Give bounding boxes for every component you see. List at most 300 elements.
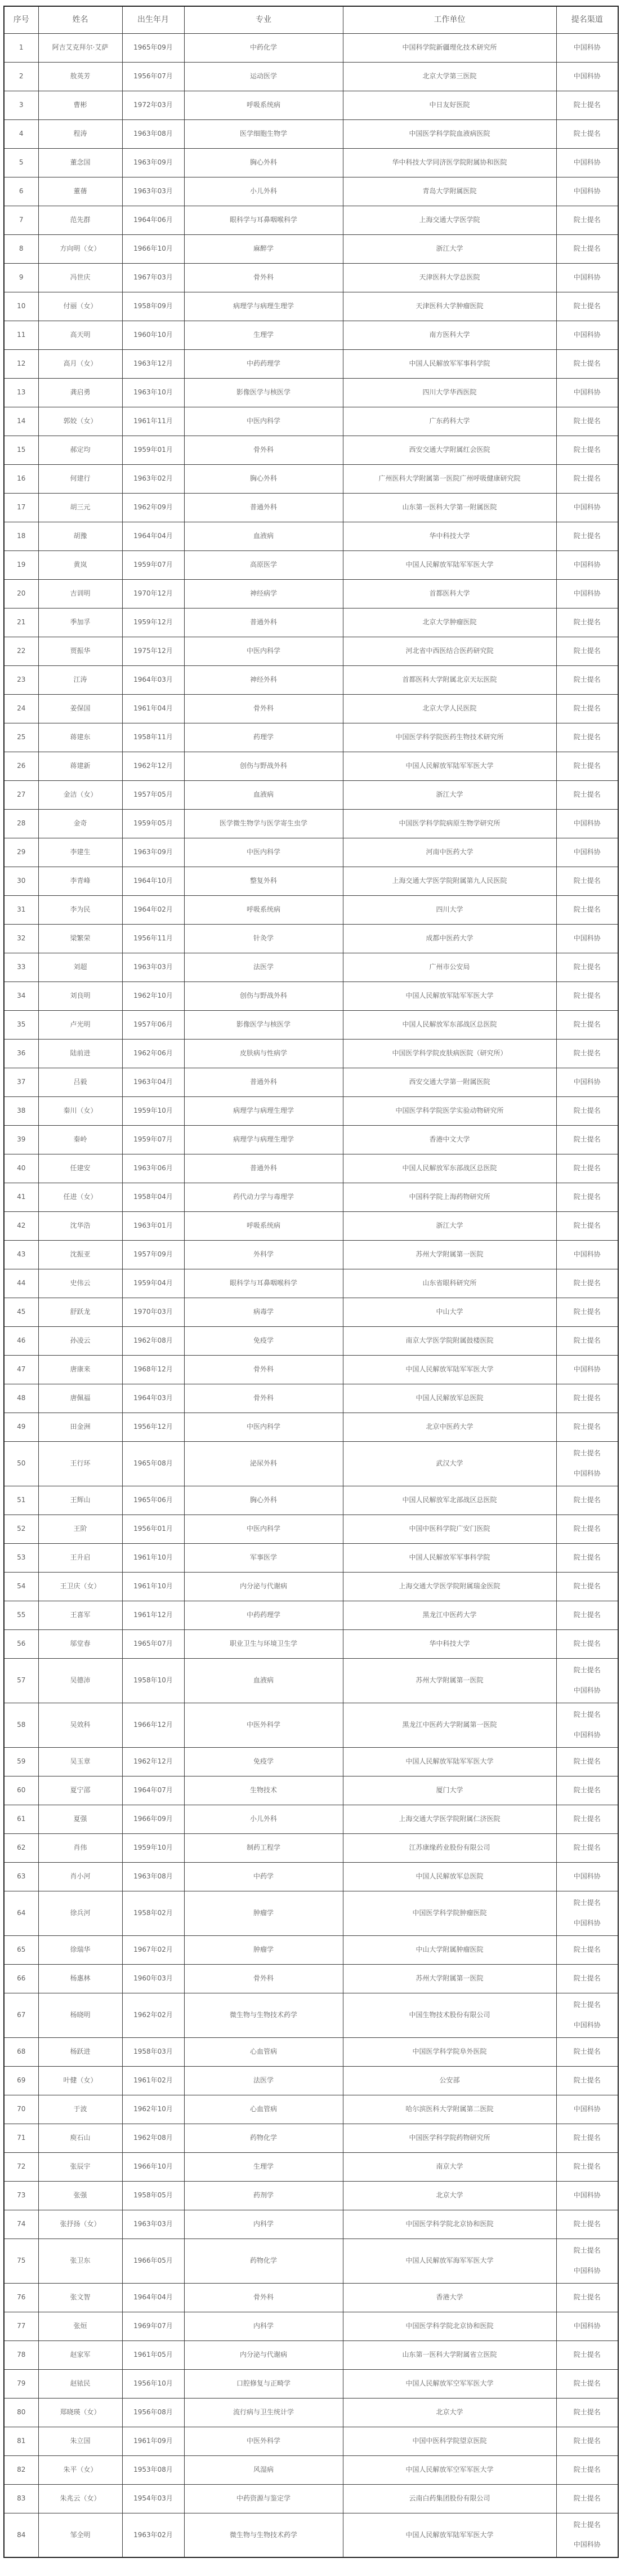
nomination-channel-label: 院士提名 <box>573 1049 601 1057</box>
nomination-channel-label: 中国科协 <box>573 330 601 339</box>
table-row <box>4 1572 618 1601</box>
cell-birth-date: 1959年01月 <box>122 436 184 464</box>
cell-nomination-channel <box>556 177 618 206</box>
table-row <box>4 2455 618 2484</box>
cell-employer: 北京大学人民医院 <box>343 694 556 723</box>
cell-birth-date: 1966年12月 <box>122 1703 184 1747</box>
cell-birth-date: 1962年09月 <box>122 493 184 522</box>
cell-employer: 南方医科大学 <box>343 321 556 349</box>
nomination-channel-label: 中国科协 <box>573 1918 601 1927</box>
table-row <box>4 637 618 665</box>
cell-employer: 首都医科大学附属北京天坛医院 <box>343 665 556 694</box>
nomination-channel-label: 院士提名 <box>573 531 601 540</box>
cell-name: 夏宁邵 <box>38 1776 122 1805</box>
column-header-channel: 提名渠道 <box>556 6 618 33</box>
cell-index: 6 <box>4 177 38 206</box>
nomination-channel-label: 院士提名 <box>573 2408 601 2416</box>
cell-birth-date: 1961年09月 <box>122 2427 184 2455</box>
cell-specialty: 内科学 <box>184 2210 343 2239</box>
cell-specialty: 免疫学 <box>184 1326 343 1355</box>
table-row <box>4 206 618 234</box>
cell-employer: 成都中医药大学 <box>343 924 556 953</box>
cell-specialty: 中药药理学 <box>184 349 343 378</box>
cell-employer: 上海交通大学医学院附属仁济医院 <box>343 1805 556 1833</box>
table-row <box>4 2152 618 2181</box>
cell-index: 73 <box>4 2181 38 2210</box>
nomination-channel-label: 院士提名 <box>573 474 601 482</box>
cell-name: 朱立国 <box>38 2427 122 2455</box>
cell-index: 35 <box>4 1010 38 1039</box>
cell-specialty: 骨外科 <box>184 2283 343 2312</box>
cell-employer: 中国人民解放军军事科学院 <box>343 1543 556 1572</box>
table-row <box>4 148 618 177</box>
cell-index: 43 <box>4 1240 38 1269</box>
cell-name: 赵铱民 <box>38 2369 122 2398</box>
cell-nomination-channel <box>556 2095 618 2124</box>
nomination-channel-label: 院士提名 <box>573 991 601 1000</box>
table-row <box>4 349 618 378</box>
table-row <box>4 1125 618 1154</box>
table-row <box>4 1326 618 1355</box>
nomination-channel-label: 中国科协 <box>573 158 601 166</box>
cell-index: 78 <box>4 2340 38 2369</box>
cell-specialty: 高原医学 <box>184 550 343 579</box>
cell-index: 32 <box>4 924 38 953</box>
table-row <box>4 1891 618 1935</box>
nomination-channel-label: 院士提名 <box>573 359 601 367</box>
candidate-roster-table <box>3 6 619 2558</box>
cell-birth-date: 1961年12月 <box>122 1601 184 1629</box>
cell-employer: 华中科技大学 <box>343 522 556 550</box>
nomination-channel-label: 中国科协 <box>573 2020 601 2029</box>
table-row <box>4 1355 618 1384</box>
cell-nomination-channel <box>556 694 618 723</box>
cell-name: 曹彬 <box>38 91 122 119</box>
nomination-channel-label: 院士提名 <box>573 1524 601 1533</box>
cell-employer: 华中科技大学 <box>343 1629 556 1658</box>
cell-index: 33 <box>4 953 38 981</box>
cell-index: 54 <box>4 1572 38 1601</box>
nomination-channel-label: 院士提名 <box>573 704 601 712</box>
cell-index: 5 <box>4 148 38 177</box>
cell-nomination-channel <box>556 436 618 464</box>
cell-nomination-channel <box>556 2484 618 2513</box>
cell-name: 季加孚 <box>38 608 122 637</box>
cell-employer: 中国人民解放军总医院 <box>343 1384 556 1413</box>
cell-specialty: 普通外科 <box>184 493 343 522</box>
cell-nomination-channel <box>556 1326 618 1355</box>
cell-index: 74 <box>4 2210 38 2239</box>
cell-specialty: 内分泌与代谢病 <box>184 2340 343 2369</box>
cell-name: 张卫东 <box>38 2239 122 2283</box>
cell-birth-date: 1969年07月 <box>122 2312 184 2340</box>
cell-nomination-channel <box>556 2210 618 2239</box>
cell-name: 姜保国 <box>38 694 122 723</box>
cell-employer: 中国人民解放军陆军军医大学 <box>343 1355 556 1384</box>
column-header-name: 姓名 <box>38 6 122 33</box>
cell-nomination-channel <box>556 752 618 780</box>
table-row <box>4 378 618 407</box>
cell-name: 高天明 <box>38 321 122 349</box>
table-row <box>4 1703 618 1747</box>
cell-specialty: 微生物与生物技术药学 <box>184 1993 343 2037</box>
cell-name: 董念国 <box>38 148 122 177</box>
table-row <box>4 177 618 206</box>
nomination-channel-label: 中国科协 <box>573 1077 601 1086</box>
cell-index: 58 <box>4 1703 38 1747</box>
cell-specialty: 中医内科学 <box>184 838 343 867</box>
nomination-channel-label: 院士提名 <box>573 1666 601 1675</box>
nomination-channel-label: 院士提名 <box>573 1449 601 1458</box>
cell-birth-date: 1958年02月 <box>122 1891 184 1935</box>
cell-specialty: 心血管病 <box>184 2095 343 2124</box>
cell-specialty: 中药药理学 <box>184 1601 343 1629</box>
cell-birth-date: 1962年10月 <box>122 981 184 1010</box>
table-row <box>4 1384 618 1413</box>
cell-nomination-channel <box>556 1935 618 1964</box>
cell-index: 62 <box>4 1833 38 1862</box>
cell-nomination-channel <box>556 809 618 838</box>
nomination-channel-label: 院士提名 <box>573 790 601 798</box>
cell-nomination-channel <box>556 1269 618 1298</box>
cell-birth-date: 1967年03月 <box>122 263 184 292</box>
cell-name: 朱平（女） <box>38 2455 122 2484</box>
cell-birth-date: 1972年03月 <box>122 91 184 119</box>
cell-birth-date: 1964年06月 <box>122 206 184 234</box>
cell-nomination-channel <box>556 1629 618 1658</box>
cell-birth-date: 1964年10月 <box>122 867 184 895</box>
table-row <box>4 62 618 91</box>
nomination-channel-label: 院士提名 <box>573 1757 601 1765</box>
cell-specialty: 运动医学 <box>184 62 343 91</box>
cell-birth-date: 1959年12月 <box>122 608 184 637</box>
cell-name: 郝定均 <box>38 436 122 464</box>
cell-birth-date: 1963年08月 <box>122 1862 184 1891</box>
cell-birth-date: 1975年12月 <box>122 637 184 665</box>
cell-name: 任进（女） <box>38 1183 122 1211</box>
cell-employer: 中国医学科学院阜外医院 <box>343 2037 556 2066</box>
nomination-channel-label: 中国科协 <box>573 2104 601 2113</box>
table-row <box>4 752 618 780</box>
cell-nomination-channel <box>556 2340 618 2369</box>
nomination-channel-label: 院士提名 <box>573 1639 601 1647</box>
cell-nomination-channel <box>556 1183 618 1211</box>
nomination-channel-label: 院士提名 <box>573 215 601 224</box>
cell-employer: 南京大学 <box>343 2152 556 2181</box>
cell-nomination-channel <box>556 349 618 378</box>
cell-employer: 中国生物技术股份有限公司 <box>343 1993 556 2037</box>
cell-employer: 香港中文大学 <box>343 1125 556 1154</box>
cell-employer: 中国中医科学院广安门医院 <box>343 1514 556 1543</box>
cell-employer: 北京大学 <box>343 2181 556 2210</box>
cell-name: 唐佩福 <box>38 1384 122 1413</box>
cell-name: 张烜 <box>38 2312 122 2340</box>
table-row <box>4 1441 618 1486</box>
cell-specialty: 胸心外科 <box>184 1486 343 1514</box>
cell-employer: 华中科技大学同济医学院附属协和医院 <box>343 148 556 177</box>
cell-index: 52 <box>4 1514 38 1543</box>
cell-index: 12 <box>4 349 38 378</box>
cell-nomination-channel <box>556 522 618 550</box>
cell-employer: 中国人民解放军空军军医大学 <box>343 2369 556 2398</box>
cell-nomination-channel <box>556 1514 618 1543</box>
nomination-channel-label: 院士提名 <box>573 1106 601 1114</box>
cell-nomination-channel <box>556 321 618 349</box>
nomination-channel-label: 中国科协 <box>573 1686 601 1694</box>
cell-employer: 中国人民解放军陆军军医大学 <box>343 752 556 780</box>
cell-index: 83 <box>4 2484 38 2513</box>
cell-index: 66 <box>4 1964 38 1993</box>
cell-specialty: 普通外科 <box>184 608 343 637</box>
cell-nomination-channel <box>556 292 618 321</box>
cell-nomination-channel <box>556 1601 618 1629</box>
nomination-channel-label: 院士提名 <box>573 2076 601 2084</box>
nomination-channel-label: 院士提名 <box>573 1336 601 1344</box>
cell-birth-date: 1965年06月 <box>122 1486 184 1514</box>
table-row <box>4 1298 618 1326</box>
nomination-channel-label: 中国科协 <box>573 2191 601 2199</box>
cell-nomination-channel <box>556 1413 618 1441</box>
cell-name: 庾石山 <box>38 2124 122 2152</box>
cell-index: 39 <box>4 1125 38 1154</box>
cell-name: 孙凌云 <box>38 1326 122 1355</box>
nomination-channel-label: 中国科协 <box>573 934 601 942</box>
cell-birth-date: 1957年09月 <box>122 1240 184 1269</box>
table-row <box>4 1629 618 1658</box>
table-row <box>4 292 618 321</box>
cell-index: 41 <box>4 1183 38 1211</box>
cell-birth-date: 1953年08月 <box>122 2455 184 2484</box>
cell-birth-date: 1959年10月 <box>122 1833 184 1862</box>
cell-index: 82 <box>4 2455 38 2484</box>
cell-employer: 中国医学科学院病原生物学研究所 <box>343 809 556 838</box>
cell-index: 2 <box>4 62 38 91</box>
cell-name: 邹全明 <box>38 2513 122 2557</box>
cell-index: 61 <box>4 1805 38 1833</box>
cell-nomination-channel <box>556 2455 618 2484</box>
column-header-specialty: 专业 <box>184 6 343 33</box>
cell-employer: 中国医学科学院皮肤病医院（研究所） <box>343 1039 556 1068</box>
cell-specialty: 针灸学 <box>184 924 343 953</box>
cell-specialty: 骨外科 <box>184 436 343 464</box>
table-row <box>4 2398 618 2427</box>
cell-name: 任建安 <box>38 1154 122 1183</box>
cell-index: 40 <box>4 1154 38 1183</box>
cell-specialty: 中药化学 <box>184 33 343 62</box>
cell-specialty: 皮肤病与性病学 <box>184 1039 343 1068</box>
cell-specialty: 神经病学 <box>184 579 343 608</box>
cell-nomination-channel <box>556 1891 618 1935</box>
cell-name: 邬堂春 <box>38 1629 122 1658</box>
cell-employer: 中国医学科学院肿瘤医院 <box>343 1891 556 1935</box>
table-row <box>4 2210 618 2239</box>
table-row <box>4 1514 618 1543</box>
nomination-channel-label: 院士提名 <box>573 1553 601 1561</box>
cell-birth-date: 1961年10月 <box>122 1543 184 1572</box>
cell-nomination-channel <box>556 1298 618 1326</box>
cell-index: 21 <box>4 608 38 637</box>
cell-specialty: 泌尿外科 <box>184 1441 343 1486</box>
table-row <box>4 321 618 349</box>
cell-specialty: 骨外科 <box>184 263 343 292</box>
cell-specialty: 流行病与卫生统计学 <box>184 2398 343 2427</box>
cell-birth-date: 1959年04月 <box>122 1269 184 1298</box>
nomination-channel-label: 院士提名 <box>573 1422 601 1431</box>
nomination-channel-label: 院士提名 <box>573 2246 601 2255</box>
cell-employer: 中国人民解放军海军军医大学 <box>343 2239 556 2283</box>
cell-name: 蒋建东 <box>38 723 122 752</box>
cell-index: 34 <box>4 981 38 1010</box>
cell-index: 9 <box>4 263 38 292</box>
cell-employer: 中山大学附属肿瘤医院 <box>343 1935 556 1964</box>
cell-employer: 北京中医药大学 <box>343 1413 556 1441</box>
nomination-channel-label: 院士提名 <box>573 1974 601 1982</box>
cell-specialty: 药代动力学与毒理学 <box>184 1183 343 1211</box>
nomination-channel-label: 院士提名 <box>573 2521 601 2529</box>
nomination-channel-label: 中国科协 <box>573 43 601 51</box>
cell-specialty: 骨外科 <box>184 1964 343 1993</box>
cell-birth-date: 1959年07月 <box>122 550 184 579</box>
cell-employer: 中国医学科学院医药生物技术研究所 <box>343 723 556 752</box>
cell-specialty: 胸心外科 <box>184 464 343 493</box>
nomination-channel-label: 院士提名 <box>573 1135 601 1143</box>
table-header-row <box>4 6 618 33</box>
cell-employer: 中国科学院新疆理化技术研究所 <box>343 33 556 62</box>
cell-index: 71 <box>4 2124 38 2152</box>
cell-birth-date: 1960年03月 <box>122 1964 184 1993</box>
nomination-channel-label: 中国科协 <box>573 72 601 80</box>
cell-name: 张强 <box>38 2181 122 2210</box>
cell-nomination-channel <box>556 1355 618 1384</box>
nomination-channel-label: 中国科协 <box>573 273 601 281</box>
cell-nomination-channel <box>556 723 618 752</box>
cell-name: 王行环 <box>38 1441 122 1486</box>
cell-index: 37 <box>4 1068 38 1096</box>
cell-specialty: 中医内科学 <box>184 407 343 436</box>
cell-nomination-channel <box>556 1240 618 1269</box>
cell-specialty: 军事医学 <box>184 1543 343 1572</box>
cell-name: 陆前进 <box>38 1039 122 1068</box>
cell-birth-date: 1963年03月 <box>122 953 184 981</box>
nomination-channel-label: 院士提名 <box>573 1278 601 1287</box>
cell-name: 张辰宇 <box>38 2152 122 2181</box>
cell-nomination-channel <box>556 981 618 1010</box>
cell-nomination-channel <box>556 1384 618 1413</box>
cell-specialty: 肿瘤学 <box>184 1891 343 1935</box>
nomination-channel-label: 中国科协 <box>573 2266 601 2275</box>
cell-index: 53 <box>4 1543 38 1572</box>
cell-name: 杨跃进 <box>38 2037 122 2066</box>
table-row <box>4 1862 618 1891</box>
cell-employer: 公安部 <box>343 2066 556 2095</box>
cell-nomination-channel <box>556 1658 618 1703</box>
table-row <box>4 838 618 867</box>
nomination-channel-label: 中国科协 <box>573 2541 601 2549</box>
cell-nomination-channel <box>556 1543 618 1572</box>
cell-employer: 中国医学科学院药物研究所 <box>343 2124 556 2152</box>
table-row <box>4 1964 618 1993</box>
cell-nomination-channel <box>556 148 618 177</box>
column-header-index: 序号 <box>4 6 38 33</box>
nomination-channel-label: 院士提名 <box>573 1610 601 1619</box>
cell-name: 高月（女） <box>38 349 122 378</box>
cell-index: 80 <box>4 2398 38 2427</box>
cell-employer: 河南中医药大学 <box>343 838 556 867</box>
cell-birth-date: 1963年01月 <box>122 1211 184 1240</box>
cell-birth-date: 1966年05月 <box>122 2239 184 2283</box>
cell-index: 77 <box>4 2312 38 2340</box>
cell-name: 李建生 <box>38 838 122 867</box>
cell-specialty: 中医内科学 <box>184 637 343 665</box>
cell-employer: 广东药科大学 <box>343 407 556 436</box>
cell-nomination-channel <box>556 234 618 263</box>
cell-name: 吴德沛 <box>38 1658 122 1703</box>
cell-specialty: 免疫学 <box>184 1747 343 1776</box>
cell-nomination-channel <box>556 2369 618 2398</box>
cell-index: 13 <box>4 378 38 407</box>
cell-birth-date: 1958年09月 <box>122 292 184 321</box>
cell-nomination-channel <box>556 953 618 981</box>
cell-specialty: 胸心外科 <box>184 148 343 177</box>
cell-index: 16 <box>4 464 38 493</box>
cell-name: 董蒨 <box>38 177 122 206</box>
cell-name: 吕毅 <box>38 1068 122 1096</box>
nomination-channel-label: 中国科协 <box>573 1872 601 1880</box>
cell-name: 吴玉章 <box>38 1747 122 1776</box>
table-row <box>4 2369 618 2398</box>
cell-specialty: 病理学与病理生理学 <box>184 292 343 321</box>
cell-name: 肖伟 <box>38 1833 122 1862</box>
cell-name: 付丽（女） <box>38 292 122 321</box>
cell-birth-date: 1958年03月 <box>122 2037 184 2066</box>
table-body <box>4 33 618 2557</box>
nomination-channel-label: 院士提名 <box>573 2350 601 2359</box>
cell-nomination-channel <box>556 263 618 292</box>
cell-specialty: 病理学与病理生理学 <box>184 1125 343 1154</box>
nomination-channel-label: 院士提名 <box>573 2162 601 2170</box>
table-row <box>4 2181 618 2210</box>
cell-employer: 中日友好医院 <box>343 91 556 119</box>
cell-specialty: 药剂学 <box>184 2181 343 2210</box>
cell-specialty: 创伤与野战外科 <box>184 981 343 1010</box>
table-row <box>4 2312 618 2340</box>
nomination-channel-label: 中国科协 <box>573 819 601 827</box>
cell-employer: 中国医学科学院医学实验动物研究所 <box>343 1096 556 1125</box>
cell-birth-date: 1954年03月 <box>122 2484 184 2513</box>
nomination-channel-label: 院士提名 <box>573 2465 601 2473</box>
cell-index: 3 <box>4 91 38 119</box>
cell-birth-date: 1963年10月 <box>122 378 184 407</box>
cell-birth-date: 1964年03月 <box>122 665 184 694</box>
cell-name: 徐兵河 <box>38 1891 122 1935</box>
cell-index: 7 <box>4 206 38 234</box>
cell-employer: 中国人民解放军总医院 <box>343 1862 556 1891</box>
cell-employer: 中国人民解放军军事科学院 <box>343 349 556 378</box>
cell-birth-date: 1961年04月 <box>122 694 184 723</box>
cell-nomination-channel <box>556 1833 618 1862</box>
cell-name: 田金洲 <box>38 1413 122 1441</box>
cell-index: 47 <box>4 1355 38 1384</box>
cell-specialty: 小儿外科 <box>184 177 343 206</box>
cell-name: 叶健（女） <box>38 2066 122 2095</box>
cell-specialty: 中医内科学 <box>184 1514 343 1543</box>
cell-name: 李为民 <box>38 895 122 924</box>
cell-index: 55 <box>4 1601 38 1629</box>
cell-name: 郑晓瑛（女） <box>38 2398 122 2427</box>
cell-index: 26 <box>4 752 38 780</box>
cell-birth-date: 1958年05月 <box>122 2181 184 2210</box>
cell-specialty: 呼吸系统病 <box>184 1211 343 1240</box>
